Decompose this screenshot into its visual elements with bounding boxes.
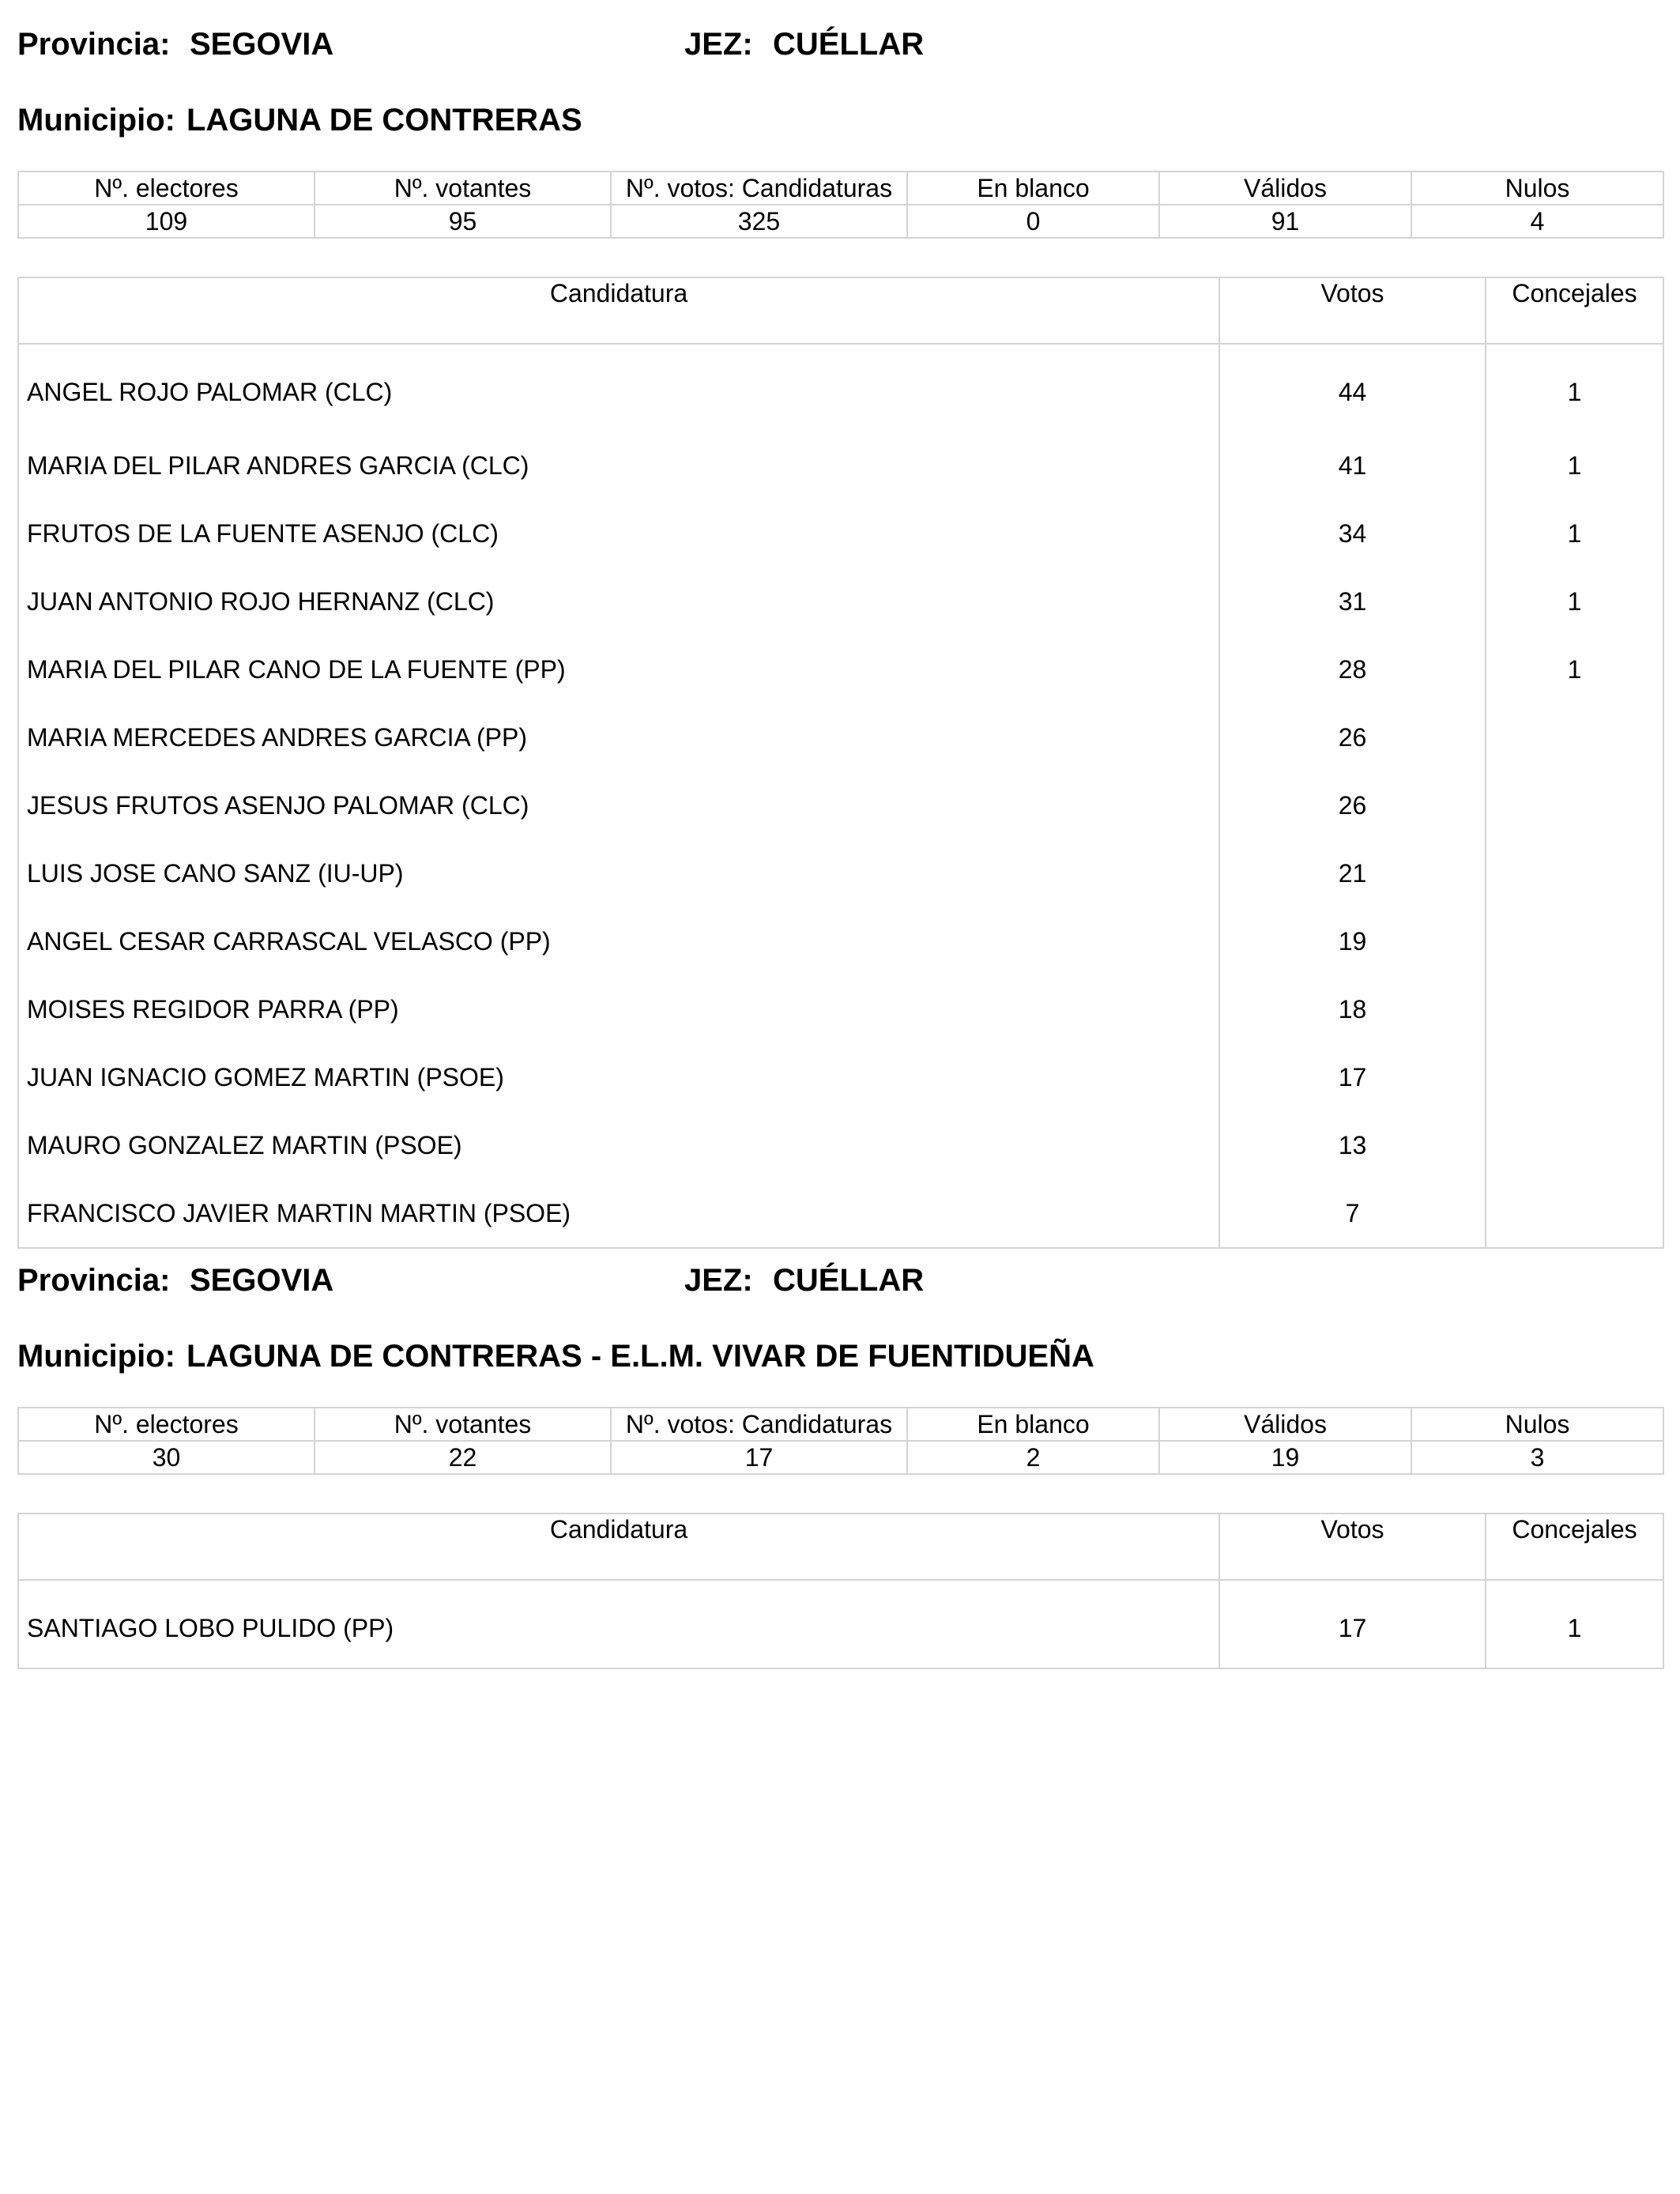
table-row [18,344,1663,432]
candidate-votos: 13 [1219,1111,1486,1179]
candidate-votos: 21 [1219,839,1486,907]
candidate-name: MOISES REGIDOR PARRA (PP) [18,975,1219,1043]
table-row [18,771,1663,839]
candidate-name: MARIA MERCEDES ANDRES GARCIA (PP) [18,703,1219,771]
header-votos: Votos [1219,1514,1486,1580]
candidate-votos: 26 [1219,703,1486,771]
summary-header-votantes: Nº. votantes [315,1408,611,1441]
summary-value-nulos: 3 [1411,1441,1663,1474]
provincia-value: SEGOVIA [190,1263,334,1298]
summary-value-nulos: 4 [1411,205,1663,238]
candidates-header-row [18,1514,1663,1580]
summary-header-validos: Válidos [1159,172,1411,205]
summary-header-row [18,172,1663,205]
summary-header-electores: Nº. electores [18,172,315,205]
candidate-concejales: 1 [1486,635,1663,703]
candidate-concejales [1486,907,1663,975]
summary-header-en-blanco: En blanco [907,1408,1159,1441]
candidate-votos: 19 [1219,907,1486,975]
candidate-concejales: 1 [1486,1580,1663,1668]
candidate-concejales [1486,839,1663,907]
candidate-concejales [1486,1111,1663,1179]
provincia-value: SEGOVIA [190,27,334,62]
table-row [18,839,1663,907]
candidate-votos: 44 [1219,344,1486,432]
candidate-name: MARIA DEL PILAR ANDRES GARCIA (CLC) [18,432,1219,499]
jez-label: JEZ: [684,1263,753,1298]
municipio-line [17,1333,1663,1380]
table-row [18,1580,1663,1668]
header-line [17,21,1663,68]
candidate-name: LUIS JOSE CANO SANZ (IU-UP) [18,839,1219,907]
municipio-label: Municipio: [17,103,175,138]
summary-value-electores: 30 [18,1441,315,1474]
election-section-2 [17,1257,1663,1669]
table-row [18,499,1663,567]
candidate-votos: 17 [1219,1580,1486,1668]
candidate-name: JESUS FRUTOS ASENJO PALOMAR (CLC) [18,771,1219,839]
table-row [18,907,1663,975]
summary-table [17,1407,1664,1475]
table-row [18,975,1663,1043]
table-row [18,432,1663,499]
candidate-name: MARIA DEL PILAR CANO DE LA FUENTE (PP) [18,635,1219,703]
table-row [18,1179,1663,1248]
candidate-name: ANGEL ROJO PALOMAR (CLC) [18,344,1219,432]
candidate-concejales [1486,771,1663,839]
candidate-concejales [1486,703,1663,771]
election-section-1 [17,21,1663,1249]
jez-value: CUÉLLAR [773,1263,925,1298]
summary-value-votos-candidaturas: 17 [611,1441,907,1474]
candidate-votos: 7 [1219,1179,1486,1248]
summary-value-electores: 109 [18,205,315,238]
header-line [17,1257,1663,1304]
summary-value-votos-candidaturas: 325 [611,205,907,238]
provincia-label: Provincia: [17,1263,171,1298]
summary-value-validos: 91 [1159,205,1411,238]
summary-value-row [18,205,1663,238]
candidates-header-row [18,277,1663,344]
header-concejales: Concejales [1486,1514,1663,1580]
candidate-votos: 28 [1219,635,1486,703]
candidate-name: MAURO GONZALEZ MARTIN (PSOE) [18,1111,1219,1179]
header-concejales: Concejales [1486,277,1663,344]
candidates-table [17,1513,1664,1669]
candidate-concejales: 1 [1486,344,1663,432]
candidate-concejales: 1 [1486,499,1663,567]
table-row [18,567,1663,635]
summary-value-votantes: 22 [315,1441,611,1474]
candidate-votos: 41 [1219,432,1486,499]
candidate-name: JUAN IGNACIO GOMEZ MARTIN (PSOE) [18,1043,1219,1111]
summary-header-votantes: Nº. votantes [315,172,611,205]
summary-header-validos: Válidos [1159,1408,1411,1441]
summary-header-votos-candidaturas: Nº. votos: Candidaturas [611,172,907,205]
summary-table [17,171,1664,239]
candidate-concejales [1486,975,1663,1043]
candidate-name: ANGEL CESAR CARRASCAL VELASCO (PP) [18,907,1219,975]
table-row [18,635,1663,703]
municipio-value: LAGUNA DE CONTRERAS [186,103,582,138]
summary-header-electores: Nº. electores [18,1408,315,1441]
candidate-concejales: 1 [1486,567,1663,635]
municipio-label: Municipio: [17,1339,175,1374]
candidates-table [17,277,1664,1249]
candidate-votos: 17 [1219,1043,1486,1111]
header-candidatura: Candidatura [18,277,1219,344]
summary-value-row [18,1441,1663,1474]
candidate-concejales: 1 [1486,432,1663,499]
municipio-value: LAGUNA DE CONTRERAS - E.L.M. VIVAR DE FUENTIDUEÑA [186,1339,1094,1374]
summary-value-en-blanco: 0 [907,205,1159,238]
candidate-votos: 31 [1219,567,1486,635]
summary-header-votos-candidaturas: Nº. votos: Candidaturas [611,1408,907,1441]
table-row [18,1043,1663,1111]
summary-header-en-blanco: En blanco [907,172,1159,205]
candidate-name: SANTIAGO LOBO PULIDO (PP) [18,1580,1219,1668]
candidate-votos: 26 [1219,771,1486,839]
summary-header-nulos: Nulos [1411,1408,1663,1441]
jez-value: CUÉLLAR [773,27,925,62]
table-row [18,703,1663,771]
header-votos: Votos [1219,277,1486,344]
table-row [18,1111,1663,1179]
summary-header-row [18,1408,1663,1441]
summary-value-votantes: 95 [315,205,611,238]
header-candidatura: Candidatura [18,1514,1219,1580]
provincia-label: Provincia: [17,27,171,62]
candidate-name: JUAN ANTONIO ROJO HERNANZ (CLC) [18,567,1219,635]
jez-label: JEZ: [684,27,753,62]
summary-value-validos: 19 [1159,1441,1411,1474]
candidate-name: FRANCISCO JAVIER MARTIN MARTIN (PSOE) [18,1179,1219,1248]
candidate-concejales [1486,1179,1663,1248]
candidate-concejales [1486,1043,1663,1111]
summary-value-en-blanco: 2 [907,1441,1159,1474]
candidate-votos: 18 [1219,975,1486,1043]
candidate-votos: 34 [1219,499,1486,567]
candidate-name: FRUTOS DE LA FUENTE ASENJO (CLC) [18,499,1219,567]
summary-header-nulos: Nulos [1411,172,1663,205]
municipio-line [17,96,1663,144]
